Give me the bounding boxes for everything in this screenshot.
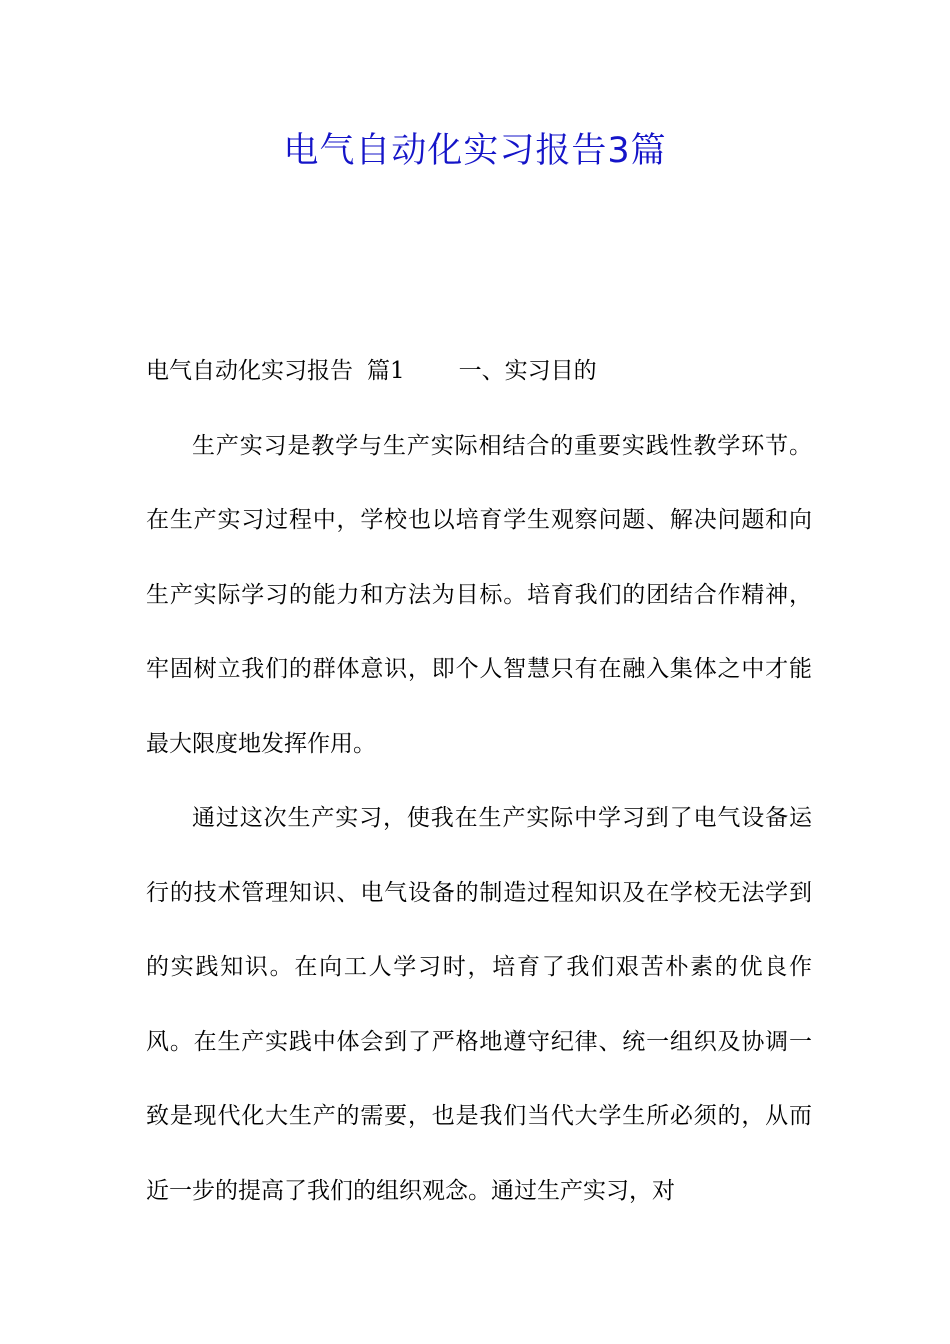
paragraph-2: 通过这次生产实习，使我在生产实际中学习到了电气设备运行的技术管理知识、电气设备的制造过程知识及在学校无法学到的实践知识。在向工人学习时，培育了我们艰苦朴素的优良作风。在生产实践中体会到了严格地遵守纪律、统一组织及协调一致是现代化大生产的需要，也是我们当代大学生所必须的，从而近一步的提高了我们的组织观念。通过生产实习，对 [146, 805, 812, 1204]
part-label: 篇1 [367, 358, 405, 384]
section-heading [146, 334, 812, 409]
paragraph-1: 生产实习是教学与生产实际相结合的重要实践性教学环节。在生产实习过程中，学校也以培育学生观察问题、解决问题和向生产实际学习的能力和方法为目标。培育我们的团结合作精神，牢固树立我们的群体意识，即个人智慧只有在融入集体之中才能最大限度地发挥作用。 [146, 432, 812, 757]
document-title: 电气自动化实习报告3篇 [283, 131, 667, 171]
section-label: 一、实习目的 [458, 358, 597, 384]
document-body [146, 334, 812, 1228]
report-label: 电气自动化实习报告 [146, 358, 353, 384]
